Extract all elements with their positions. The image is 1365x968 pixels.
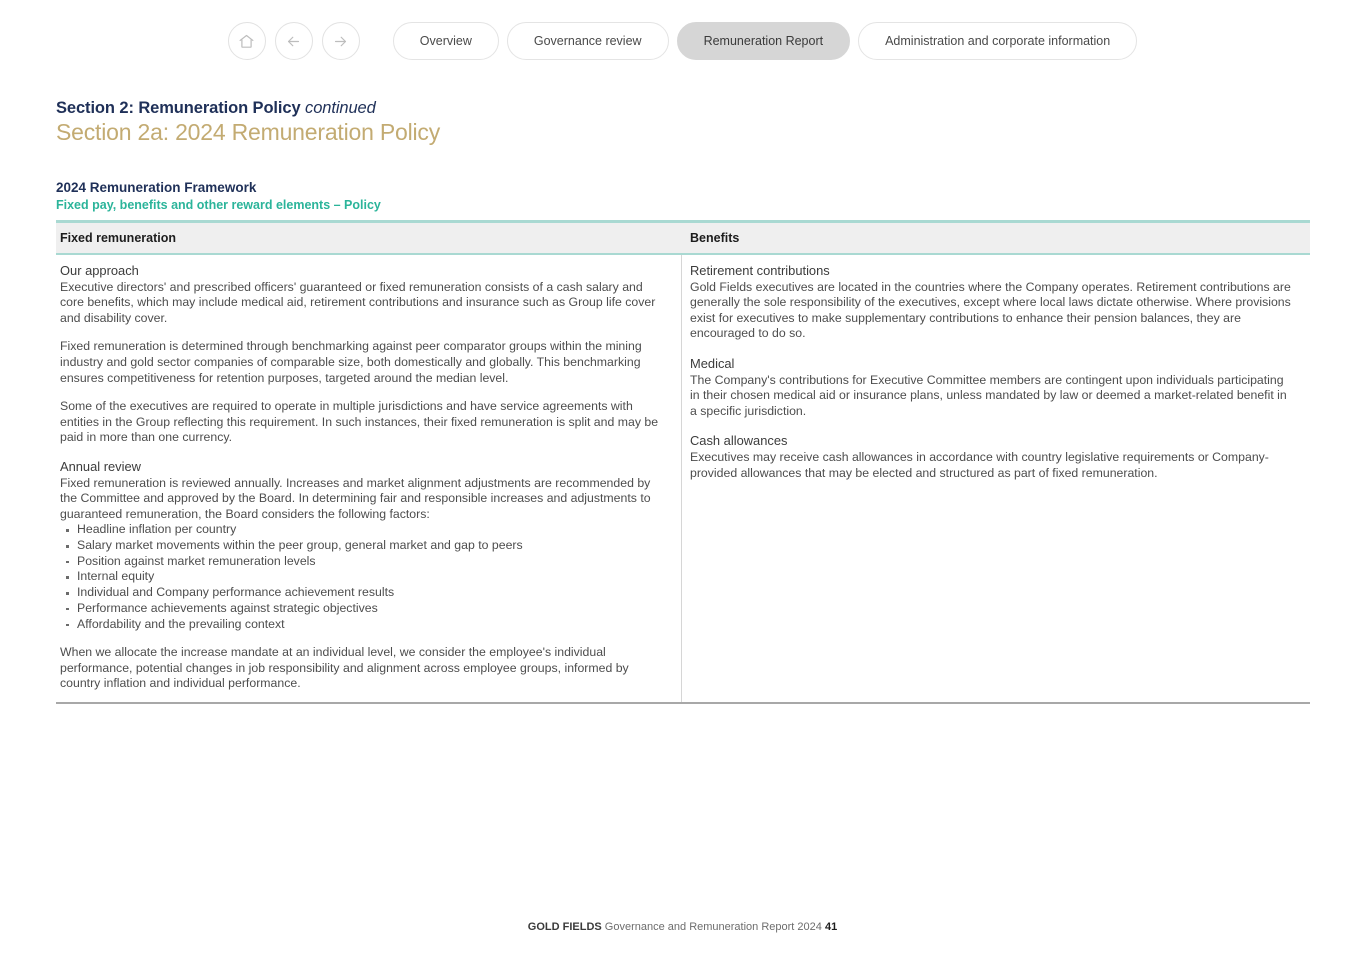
page-footer xyxy=(0,921,1365,933)
increase-mandate-paragraph: When we allocate the increase mandate at an individual level, we consider the employee's individual performance, potential changes in job responsibility and alignment across employee groups, informed by country inflation and individual performance. xyxy=(60,645,629,691)
annual-review-paragraph: Fixed remuneration is reviewed annually. Increases and market alignment adjustments are recommended by the Committee and approved by the Board. In determining fair and responsible increases and adjustments to guaranteed remuneration, the Board considers the following factors: xyxy=(60,475,651,521)
our-approach-paragraph-2: Fixed remuneration is determined through benchmarking against peer comparator groups within the mining industry and gold sector companies of comparable size, both domestically and globally. This benchmarking ensures competitiveness for retention purposes, targeted around the median level. xyxy=(60,339,642,385)
our-approach-paragraph-3: Some of the executives are required to operate in multiple jurisdictions and have service agreements with entities in the Group reflecting this requirement. In such instances, their fixed remuneration is split and may be paid in more than one currency. xyxy=(60,399,659,445)
tab-governance-review[interactable] xyxy=(507,22,669,60)
medical-heading: Medical xyxy=(690,355,735,371)
arrow-left-icon xyxy=(285,33,302,50)
list-item: Position against market remuneration levels xyxy=(77,554,667,570)
tab-label: Administration and corporate information xyxy=(885,34,1111,48)
continued-label: continued xyxy=(305,99,376,117)
list-item: Headline inflation per country xyxy=(77,522,667,538)
document-viewer-toolbar xyxy=(0,22,1365,60)
column-header-fixed-remuneration: Fixed remuneration xyxy=(60,231,176,245)
medical-paragraph: The Company's contributions for Executive Committee members are contingent upon individuals participating in their chosen medical aid or insurance plans, unless mandated by law or deemed a market-related benefit in a specific jurisdiction. xyxy=(690,372,1287,418)
arrow-right-icon xyxy=(332,33,349,50)
list-item: Internal equity xyxy=(77,569,667,585)
our-approach-heading: Our approach xyxy=(60,263,139,278)
home-button[interactable] xyxy=(228,22,266,60)
retirement-contributions-paragraph: Gold Fields executives are located in the countries where the Company operates. Retirement contributions are generally the sole responsibility of the executives, except where local laws dictate otherwise. Where provisions exist for executives to make supplementary contributions to enhance their pension balances, they are encouraged to do so. xyxy=(690,279,1291,341)
home-icon xyxy=(238,33,255,50)
footer-brand: GOLD FIELDS xyxy=(527,921,602,933)
tab-administration-and-corporate-information[interactable] xyxy=(858,22,1137,60)
cell-fixed-remuneration xyxy=(56,255,682,702)
framework-heading: 2024 Remuneration Framework xyxy=(56,180,257,195)
tab-overview[interactable] xyxy=(393,22,499,60)
footer-page-number: 41 xyxy=(824,921,838,933)
back-button[interactable] xyxy=(275,22,313,60)
tab-label: Overview xyxy=(419,34,472,48)
cash-allowances-paragraph: Executives may receive cash allowances in accordance with country legislative requirements or Company-provided allowances that may be elected and structured as part of fixed remuneration. xyxy=(690,449,1269,480)
forward-button[interactable] xyxy=(322,22,360,60)
cash-allowances-heading: Cash allowances xyxy=(690,433,788,449)
tab-label: Remuneration Report xyxy=(703,34,824,48)
annual-review-heading: Annual review xyxy=(60,458,141,474)
tab-label: Governance review xyxy=(533,34,642,48)
column-header-benefits: Benefits xyxy=(690,231,740,245)
remuneration-policy-table xyxy=(56,220,1310,704)
tab-remuneration-report[interactable] xyxy=(677,22,851,60)
page-title-text: Section 2: Remuneration Policy xyxy=(56,99,301,117)
footer-text: Governance and Remuneration Report 2024 xyxy=(604,921,822,933)
page-title xyxy=(56,99,376,118)
list-item: Individual and Company performance achievement results xyxy=(77,585,667,601)
table-header-row xyxy=(56,223,1310,255)
framework-subheading: Fixed pay, benefits and other reward elements – Policy xyxy=(56,198,381,212)
list-item: Affordability and the prevailing context xyxy=(77,617,667,633)
cell-benefits xyxy=(682,255,1310,702)
table-body-row xyxy=(56,255,1310,702)
section-tabs xyxy=(393,22,1137,60)
our-approach-paragraph-1: Executive directors' and prescribed officers' guaranteed or fixed remuneration consists of a cash salary and core benefits, which may include medical aid, retirement contributions and insurance such as Group life cover and disability cover. xyxy=(60,279,656,325)
list-item: Performance achievements against strategic objectives xyxy=(77,601,667,617)
page-subtitle: Section 2a: 2024 Remuneration Policy xyxy=(56,119,441,145)
list-item: Salary market movements within the peer group, general market and gap to peers xyxy=(77,538,667,554)
retirement-contributions-heading: Retirement contributions xyxy=(690,263,830,278)
annual-review-factors-list xyxy=(60,522,667,632)
